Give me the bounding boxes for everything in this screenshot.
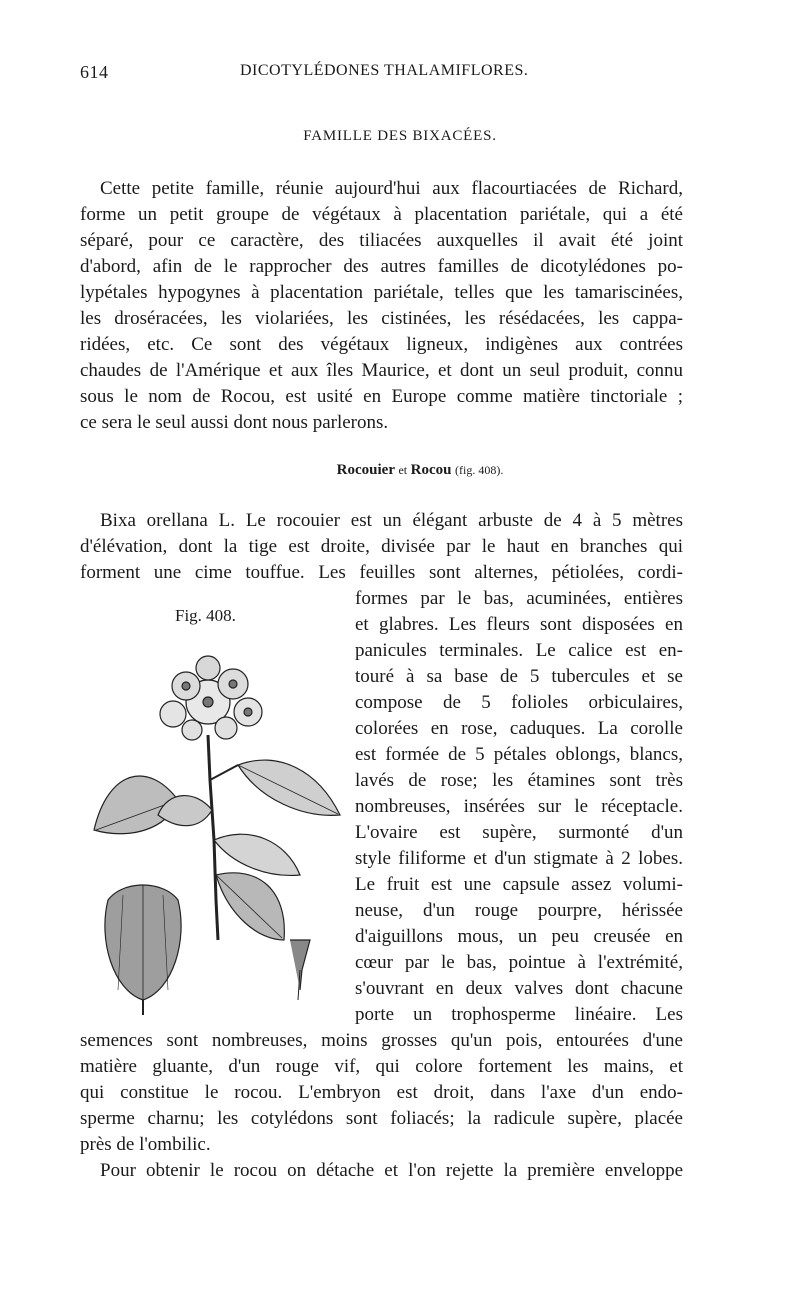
family-title: FAMILLE DES BIXACÉES. xyxy=(303,128,497,144)
subsection-fig-ref: (fig. 408). xyxy=(455,463,504,477)
intro-line: lypétales hypogynes à placentation pariétale, telles que les tamariscinées, xyxy=(80,282,683,303)
figure-label: Fig. 408. xyxy=(175,606,236,625)
body-line: touré à sa base de 5 tubercules et se xyxy=(355,666,683,687)
body-line: compose de 5 folioles orbiculaires, xyxy=(355,692,683,713)
running-head xyxy=(80,62,683,86)
body-line: neuse, d'un rouge pourpre, hérissée xyxy=(355,900,683,921)
body-line: près de l'ombilic. xyxy=(80,1134,211,1155)
body-line: forment une cime touffue. Les feuilles sont alternes, pétiolées, cordi- xyxy=(80,562,683,583)
intro-line: les droséracées, les violariées, les cistinées, les résédacées, les cappa- xyxy=(80,308,683,329)
body-line: s'ouvrant en deux valves dont chacune xyxy=(355,978,683,999)
body-line: sperme charnu; les cotylédons sont foliacés; la radicule supère, placée xyxy=(80,1108,683,1129)
body-line: colorées en rose, caduques. La corolle xyxy=(355,718,683,739)
flower-cluster-drawing xyxy=(160,656,262,740)
body-line: lavés de rose; les étamines sont très xyxy=(355,770,683,791)
intro-line: forme un petit groupe de végétaux à placentation pariétale, qui a été xyxy=(80,204,683,225)
body-line: semences sont nombreuses, moins grosses qu'un pois, entourées d'une xyxy=(80,1030,683,1051)
bixa-orellana-illustration xyxy=(88,640,353,1018)
intro-line: sous le nom de Rocou, est usité en Europe comme matière tinctoriale ; xyxy=(80,386,683,407)
body-line: matière gluante, d'un rouge vif, qui colore fortement les mains, et xyxy=(80,1056,683,1077)
intro-line: chaudes de l'Amérique et aux îles Maurice, et dont un seul produit, connu xyxy=(80,360,683,381)
running-title: DICOTYLÉDONES THALAMIFLORES. xyxy=(240,62,529,79)
body-line: Pour obtenir le rocou on détache et l'on rejette la première enveloppe xyxy=(100,1160,683,1181)
intro-line: Cette petite famille, réunie aujourd'hui aux flacourtiacées de Richard, xyxy=(100,178,683,199)
intro-line: séparé, pour ce caractère, des tiliacées auxquelles il avait été joint xyxy=(80,230,683,251)
body-line: d'élévation, dont la tige est droite, divisée par le haut en branches qui xyxy=(80,536,683,557)
fruit-capsule-drawing xyxy=(105,885,181,1015)
body-line: nombreuses, insérées sur le réceptacle. xyxy=(355,796,683,817)
body-line: formes par le bas, acuminées, entières xyxy=(355,588,683,609)
body-line: cœur par le bas, pointue à l'extrémité, xyxy=(355,952,683,973)
body-line: d'aiguillons mous, un peu creusée en xyxy=(355,926,683,947)
body-line: L'ovaire est supère, surmonté d'un xyxy=(355,822,683,843)
intro-line: d'abord, afin de le rapprocher des autres familles de dicotylédones po- xyxy=(80,256,683,277)
intro-line: ce sera le seul aussi dont nous parlerons. xyxy=(80,412,389,433)
body-line: est formée de 5 pétales oblongs, blancs, xyxy=(355,744,683,765)
page-number: 614 xyxy=(80,62,109,82)
body-line: qui constitue le rocou. L'embryon est droit, dans l'axe d'un endo- xyxy=(80,1082,683,1103)
body-line: panicules terminales. Le calice est en- xyxy=(355,640,683,661)
body-line: porte un trophosperme linéaire. Les xyxy=(355,1004,683,1025)
body-line: et glabres. Les fleurs sont disposées en xyxy=(355,614,683,635)
subsection-title-part2: Rocou xyxy=(410,462,452,478)
body-line: Bixa orellana L. Le rocouier est un élégant arbuste de 4 à 5 mètres xyxy=(100,510,683,531)
body-line: style filiforme et d'un stigmate à 2 lobes. xyxy=(355,848,683,869)
seed-capsule-drawing xyxy=(290,940,310,1000)
intro-line: ridées, etc. Ce sont des végétaux ligneux, indigènes aux contrées xyxy=(80,334,683,355)
body-line: Le fruit est une capsule assez volumi- xyxy=(355,874,683,895)
subsection-title xyxy=(0,462,800,479)
subsection-title-part1: Rocouier xyxy=(336,462,395,478)
subsection-title-connector: et xyxy=(398,463,408,477)
